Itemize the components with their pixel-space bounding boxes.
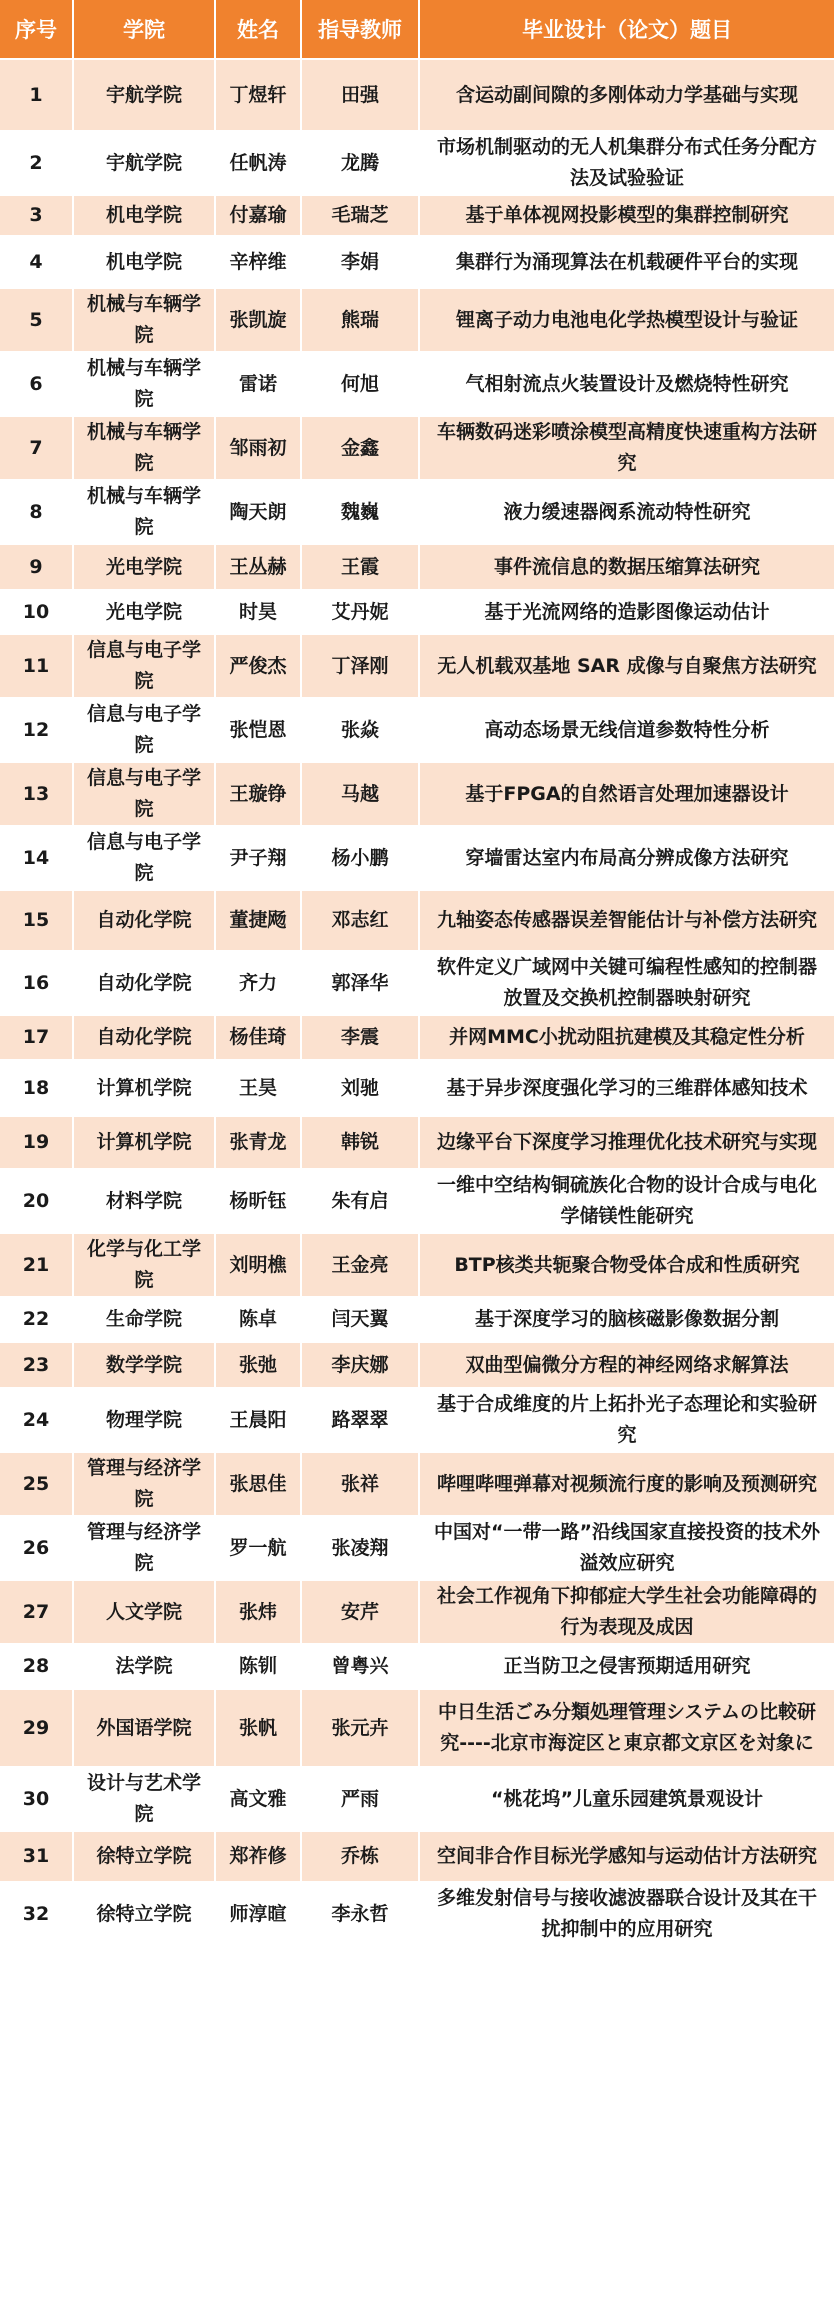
table-row	[0, 132, 836, 196]
cell-title: 事件流信息的数据压缩算法研究	[420, 545, 836, 591]
cell-name: 张青龙	[216, 1117, 302, 1170]
cell-title: 基于FPGA的自然语言处理加速器设计	[420, 763, 836, 827]
cell-advisor: 朱有启	[302, 1170, 420, 1234]
table-row	[0, 1832, 836, 1883]
cell-name: 师淳暄	[216, 1883, 302, 1947]
table-row	[0, 1581, 836, 1645]
cell-no: 31	[0, 1832, 74, 1883]
cell-title: 边缘平台下深度学习推理优化技术研究与实现	[420, 1117, 836, 1170]
table-row	[0, 1690, 836, 1768]
cell-name: 任帆涛	[216, 132, 302, 196]
cell-advisor: 曾粤兴	[302, 1645, 420, 1690]
cell-no: 24	[0, 1389, 74, 1453]
cell-name: 张炜	[216, 1581, 302, 1645]
cell-name: 刘明樵	[216, 1234, 302, 1298]
cell-name: 张思佳	[216, 1453, 302, 1517]
cell-title: 穿墙雷达室内布局高分辨成像方法研究	[420, 827, 836, 891]
cell-name: 辛梓维	[216, 237, 302, 289]
cell-title: BTP核类共轭聚合物受体合成和性质研究	[420, 1234, 836, 1298]
table-row	[0, 699, 836, 763]
cell-title: 空间非合作目标光学感知与运动估计方法研究	[420, 1832, 836, 1883]
cell-no: 21	[0, 1234, 74, 1298]
table-row	[0, 891, 836, 952]
cell-advisor: 张凌翔	[302, 1517, 420, 1581]
cell-no: 3	[0, 196, 74, 237]
cell-school: 人文学院	[74, 1581, 216, 1645]
cell-school: 数学学院	[74, 1343, 216, 1389]
cell-no: 15	[0, 891, 74, 952]
table-row	[0, 1298, 836, 1343]
table-row	[0, 591, 836, 635]
cell-no: 8	[0, 481, 74, 545]
cell-name: 张帆	[216, 1690, 302, 1768]
cell-school: 徐特立学院	[74, 1883, 216, 1947]
cell-school: 化学与化工学院	[74, 1234, 216, 1298]
cell-school: 自动化学院	[74, 952, 216, 1016]
cell-name: 张弛	[216, 1343, 302, 1389]
cell-school: 自动化学院	[74, 891, 216, 952]
cell-school: 徐特立学院	[74, 1832, 216, 1883]
cell-title: 基于深度学习的脑核磁影像数据分割	[420, 1298, 836, 1343]
cell-name: 陈卓	[216, 1298, 302, 1343]
cell-name: 董捷飏	[216, 891, 302, 952]
cell-advisor: 毛瑞芝	[302, 196, 420, 237]
cell-title: 高动态场景无线信道参数特性分析	[420, 699, 836, 763]
cell-title: 中国对“一带一路”沿线国家直接投资的技术外溢效应研究	[420, 1517, 836, 1581]
cell-advisor: 王金亮	[302, 1234, 420, 1298]
table-row	[0, 196, 836, 237]
cell-title: 双曲型偏微分方程的神经网络求解算法	[420, 1343, 836, 1389]
cell-title: 含运动副间隙的多刚体动力学基础与实现	[420, 60, 836, 132]
table-row	[0, 1883, 836, 1947]
cell-advisor: 韩锐	[302, 1117, 420, 1170]
table-row	[0, 1234, 836, 1298]
table-row	[0, 1389, 836, 1453]
table-row	[0, 545, 836, 591]
header-name: 姓名	[216, 0, 302, 60]
cell-advisor: 魏巍	[302, 481, 420, 545]
cell-title: 无人机载双基地 SAR 成像与自聚焦方法研究	[420, 635, 836, 699]
cell-school: 外国语学院	[74, 1690, 216, 1768]
cell-no: 10	[0, 591, 74, 635]
header-row	[0, 0, 836, 60]
cell-no: 5	[0, 289, 74, 353]
table-row	[0, 1343, 836, 1389]
cell-name: 邹雨初	[216, 417, 302, 481]
cell-school: 信息与电子学院	[74, 635, 216, 699]
cell-name: 雷诺	[216, 353, 302, 417]
cell-no: 9	[0, 545, 74, 591]
cell-name: 齐力	[216, 952, 302, 1016]
cell-advisor: 艾丹妮	[302, 591, 420, 635]
cell-school: 管理与经济学院	[74, 1517, 216, 1581]
cell-title: 软件定义广域网中关键可编程性感知的控制器放置及交换机控制器映射研究	[420, 952, 836, 1016]
cell-no: 11	[0, 635, 74, 699]
cell-no: 27	[0, 1581, 74, 1645]
cell-school: 管理与经济学院	[74, 1453, 216, 1517]
cell-advisor: 李震	[302, 1016, 420, 1061]
cell-title: 中日生活ごみ分類処理管理システムの比較研究----北京市海淀区と東京都文京区を対象に	[420, 1690, 836, 1768]
cell-no: 12	[0, 699, 74, 763]
cell-name: 罗一航	[216, 1517, 302, 1581]
cell-school: 信息与电子学院	[74, 763, 216, 827]
cell-title: 基于合成维度的片上拓扑光子态理论和实验研究	[420, 1389, 836, 1453]
cell-school: 宇航学院	[74, 132, 216, 196]
cell-school: 宇航学院	[74, 60, 216, 132]
cell-school: 机械与车辆学院	[74, 353, 216, 417]
cell-school: 机电学院	[74, 237, 216, 289]
cell-school: 法学院	[74, 1645, 216, 1690]
cell-title: 车辆数码迷彩喷涂模型高精度快速重构方法研究	[420, 417, 836, 481]
table-row	[0, 952, 836, 1016]
cell-no: 18	[0, 1061, 74, 1117]
cell-school: 材料学院	[74, 1170, 216, 1234]
cell-no: 14	[0, 827, 74, 891]
cell-no: 23	[0, 1343, 74, 1389]
cell-advisor: 杨小鹏	[302, 827, 420, 891]
cell-name: 郑祚修	[216, 1832, 302, 1883]
cell-no: 2	[0, 132, 74, 196]
cell-school: 光电学院	[74, 591, 216, 635]
cell-title: 基于单体视网投影模型的集群控制研究	[420, 196, 836, 237]
table-row	[0, 1061, 836, 1117]
cell-advisor: 李庆娜	[302, 1343, 420, 1389]
cell-school: 光电学院	[74, 545, 216, 591]
cell-no: 26	[0, 1517, 74, 1581]
cell-title: 基于光流网络的造影图像运动估计	[420, 591, 836, 635]
table-row	[0, 1170, 836, 1234]
cell-school: 机电学院	[74, 196, 216, 237]
cell-no: 17	[0, 1016, 74, 1061]
cell-school: 信息与电子学院	[74, 827, 216, 891]
table-header	[0, 0, 836, 60]
table-row	[0, 1453, 836, 1517]
cell-name: 严俊杰	[216, 635, 302, 699]
bottom-strip	[0, 2312, 836, 2320]
table-row	[0, 1645, 836, 1690]
cell-no: 4	[0, 237, 74, 289]
cell-title: 哔哩哔哩弹幕对视频流行度的影响及预测研究	[420, 1453, 836, 1517]
table-row	[0, 417, 836, 481]
cell-title: 多维发射信号与接收滤波器联合设计及其在干扰抑制中的应用研究	[420, 1883, 836, 1947]
cell-name: 王璇铮	[216, 763, 302, 827]
cell-advisor: 金鑫	[302, 417, 420, 481]
cell-no: 7	[0, 417, 74, 481]
cell-school: 计算机学院	[74, 1117, 216, 1170]
cell-name: 王晨阳	[216, 1389, 302, 1453]
cell-advisor: 郭泽华	[302, 952, 420, 1016]
cell-name: 高文雅	[216, 1768, 302, 1832]
cell-advisor: 张元卉	[302, 1690, 420, 1768]
cell-name: 王昊	[216, 1061, 302, 1117]
table-row	[0, 1517, 836, 1581]
cell-advisor: 王霞	[302, 545, 420, 591]
cell-title: 市场机制驱动的无人机集群分布式任务分配方法及试验验证	[420, 132, 836, 196]
cell-no: 28	[0, 1645, 74, 1690]
cell-title: 社会工作视角下抑郁症大学生社会功能障碍的行为表现及成因	[420, 1581, 836, 1645]
cell-title: “桃花坞”儿童乐园建筑景观设计	[420, 1768, 836, 1832]
table-row	[0, 60, 836, 132]
cell-title: 锂离子动力电池电化学热模型设计与验证	[420, 289, 836, 353]
cell-advisor: 李娟	[302, 237, 420, 289]
table-row	[0, 1117, 836, 1170]
cell-school: 机械与车辆学院	[74, 417, 216, 481]
cell-title: 集群行为涌现算法在机载硬件平台的实现	[420, 237, 836, 289]
cell-no: 20	[0, 1170, 74, 1234]
cell-no: 16	[0, 952, 74, 1016]
cell-no: 32	[0, 1883, 74, 1947]
cell-advisor: 丁泽刚	[302, 635, 420, 699]
cell-school: 信息与电子学院	[74, 699, 216, 763]
cell-advisor: 张焱	[302, 699, 420, 763]
cell-school: 自动化学院	[74, 1016, 216, 1061]
cell-no: 6	[0, 353, 74, 417]
table-row	[0, 353, 836, 417]
cell-advisor: 严雨	[302, 1768, 420, 1832]
header-advisor: 指导教师	[302, 0, 420, 60]
cell-title: 基于异步深度强化学习的三维群体感知技术	[420, 1061, 836, 1117]
cell-no: 19	[0, 1117, 74, 1170]
header-title: 毕业设计（论文）题目	[420, 0, 836, 60]
cell-school: 计算机学院	[74, 1061, 216, 1117]
cell-school: 机械与车辆学院	[74, 289, 216, 353]
cell-school: 机械与车辆学院	[74, 481, 216, 545]
cell-title: 液力缓速器阀系流动特性研究	[420, 481, 836, 545]
cell-name: 陶天朗	[216, 481, 302, 545]
cell-title: 一维中空结构铜硫族化合物的设计合成与电化学储镁性能研究	[420, 1170, 836, 1234]
table-row	[0, 1768, 836, 1832]
cell-no: 30	[0, 1768, 74, 1832]
cell-advisor: 龙腾	[302, 132, 420, 196]
cell-no: 1	[0, 60, 74, 132]
cell-advisor: 闫天翼	[302, 1298, 420, 1343]
cell-advisor: 田强	[302, 60, 420, 132]
table-row	[0, 481, 836, 545]
cell-name: 张凯旋	[216, 289, 302, 353]
cell-advisor: 李永哲	[302, 1883, 420, 1947]
cell-advisor: 马越	[302, 763, 420, 827]
table-body	[0, 60, 836, 1947]
table-row	[0, 635, 836, 699]
cell-name: 杨昕钰	[216, 1170, 302, 1234]
cell-name: 时昊	[216, 591, 302, 635]
table-row	[0, 763, 836, 827]
header-no: 序号	[0, 0, 74, 60]
cell-no: 25	[0, 1453, 74, 1517]
cell-name: 张恺恩	[216, 699, 302, 763]
cell-advisor: 路翠翠	[302, 1389, 420, 1453]
cell-advisor: 熊瑞	[302, 289, 420, 353]
table-row	[0, 237, 836, 289]
cell-school: 设计与艺术学院	[74, 1768, 216, 1832]
table-row	[0, 1016, 836, 1061]
cell-no: 13	[0, 763, 74, 827]
cell-title: 并网MMC小扰动阻抗建模及其稳定性分析	[420, 1016, 836, 1061]
cell-school: 生命学院	[74, 1298, 216, 1343]
cell-name: 丁煜轩	[216, 60, 302, 132]
cell-advisor: 刘驰	[302, 1061, 420, 1117]
table-row	[0, 289, 836, 353]
cell-name: 尹子翔	[216, 827, 302, 891]
cell-advisor: 乔栋	[302, 1832, 420, 1883]
cell-name: 杨佳琦	[216, 1016, 302, 1061]
cell-advisor: 张祥	[302, 1453, 420, 1517]
cell-title: 气相射流点火装置设计及燃烧特性研究	[420, 353, 836, 417]
cell-name: 付嘉瑜	[216, 196, 302, 237]
table-row	[0, 827, 836, 891]
cell-title: 九轴姿态传感器误差智能估计与补偿方法研究	[420, 891, 836, 952]
cell-name: 陈钏	[216, 1645, 302, 1690]
cell-title: 正当防卫之侵害预期适用研究	[420, 1645, 836, 1690]
cell-no: 22	[0, 1298, 74, 1343]
cell-school: 物理学院	[74, 1389, 216, 1453]
header-school: 学院	[74, 0, 216, 60]
cell-advisor: 何旭	[302, 353, 420, 417]
cell-advisor: 邓志红	[302, 891, 420, 952]
cell-advisor: 安芹	[302, 1581, 420, 1645]
cell-name: 王丛赫	[216, 545, 302, 591]
cell-no: 29	[0, 1690, 74, 1768]
